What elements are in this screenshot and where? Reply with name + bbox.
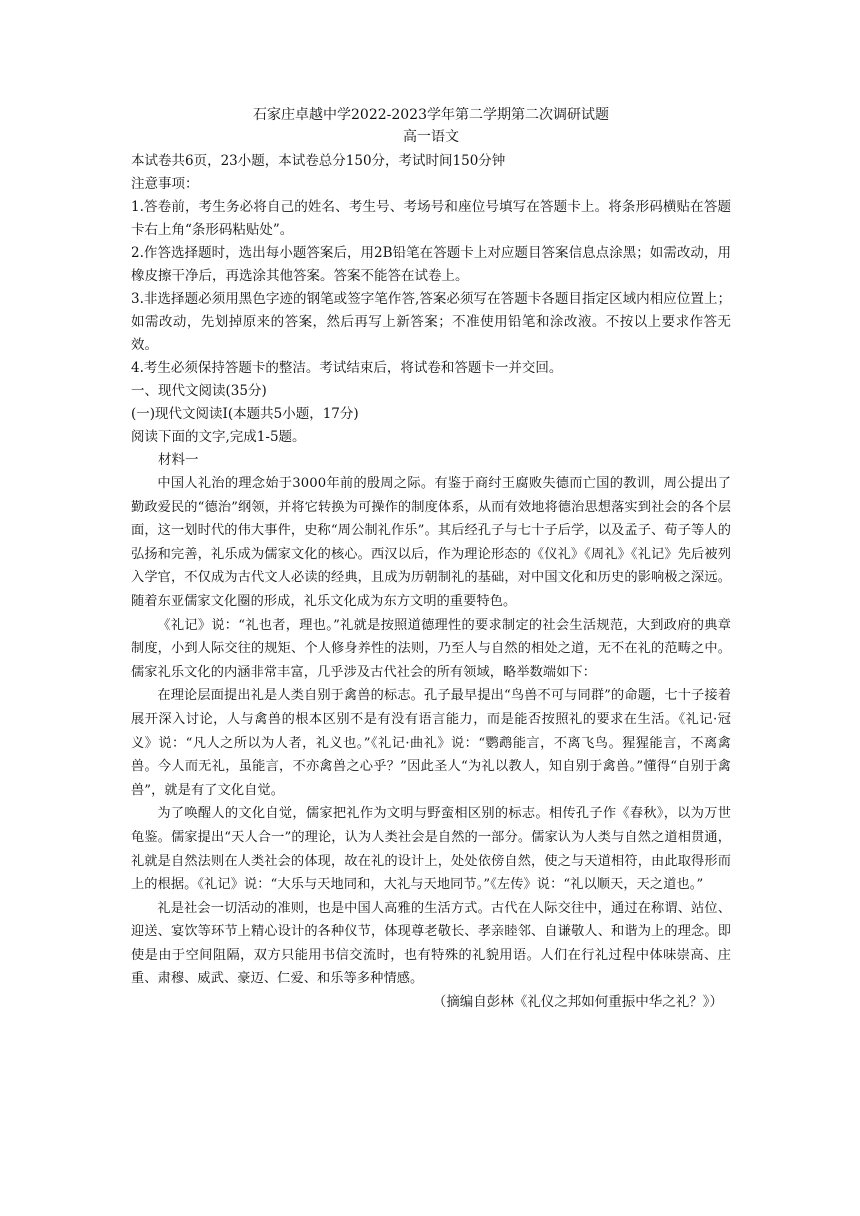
exam-subject: 高一语文 [403,129,459,145]
material-paragraph-5: 礼是社会一切活动的准则，也是中国人高雅的生活方式。古代在人际交往中，通过在称谓、站位、迎送、宴饮等环节上精心设计的各种仪节，体现尊老敬长、孝亲睦邻、自谦敬人、和谐为上的理念。即使是由于空间阻隔，双方只能用书信交流时，也有特殊的礼貌用语。人们在行礼过程中体味崇高、庄重、肃穆、威武、豪迈、仁爱、和乐等多种情感。 [131,900,731,987]
material-paragraph-4: 为了唤醒人的文化自觉，儒家把礼作为文明与野蛮相区别的标志。相传孔子作《春秋》，以为万世龟鉴。儒家提出“天人合一”的理论，认为人类社会是自然的一部分。儒家认为人类与自然之道相贯通，礼就是自然法则在人类社会的体现，故在礼的设计上，处处依傍自然，使之与天道相符，由此取得形而上的根据。《礼记》说：“大乐与天地同和，大礼与天地同节。”《左传》说：“礼以顺天，天之道也。” [131,806,731,893]
exam-page [131,104,731,1014]
material-paragraph-1: 中国人礼治的理念始于3000年前的殷周之际。有鉴于商纣王腐败失德而亡国的教训，周公提出了勤政爱民的“德治”纲领，并将它转换为可操作的制度体系，从而有效地将德治思想落实到社会的各个层面，这一划时代的伟大事件，史称“周公制礼作乐”。其后经孔子与七十子后学，以及孟子、荀子等人的弘扬和完善，礼乐成为儒家文化的核心。西汉以后，作为理论形态的《仪礼》《周礼》《礼记》先后被列入学官，不仅成为古代文人必读的经典，且成为历朝制礼的基础，对中国文化和历史的影响极之深远。随着东亚儒家文化圈的形成，礼乐文化成为东方文明的重要特色。 [131,476,731,609]
notice-item-3: 3.非选择题必须用黑色字迹的钢笔或签字笔作答,答案必须写在答题卡各题目指定区域内相应位置上；如需改动，先划掉原来的答案，然后再写上新答案；不准使用铅笔和涂改液。不按以上要求作答无效。 [131,291,731,353]
notice-item-4: 4.考生必须保持答题卡的整洁。考试结束后，将试卷和答题卡一并交回。 [131,360,563,376]
source-citation: （摘编自彭林《礼仪之邦如何重振中华之礼？》） [432,994,723,1011]
exam-title: 石家庄卓越中学2022-2023学年第二学期第二次调研试题 [253,107,609,123]
material-paragraph-2: 《礼记》说：“礼也者，理也。”礼就是按照道德理性的要求制定的社会生活规范，大到政府的典章制度，小到人际交往的规矩、个人修身养性的法则，乃至人与自然的相处之道，无不在礼的范畴之中。儒家礼乐文化的内涵非常丰富，几乎涉及古代社会的所有领域，略举数端如下： [131,617,731,680]
material-label: 材料一 [158,452,199,468]
reading-instruction: 阅读下面的文字,完成1-5题。 [131,429,306,445]
section-heading: 一、现代文阅读(35分) [131,383,267,399]
notice-item-1: 1.答卷前，考生务必将自己的姓名、考生号、考场号和座位号填写在答题卡上。将条形码横贴在答题卡右上角“条形码粘贴处”。 [131,199,731,238]
material-paragraph-3: 在理论层面提出礼是人类自别于禽兽的标志。孔子最早提出“鸟兽不可与同群”的命题，七十子接着展开深入讨论，人与禽兽的根本区别不是有没有语言能力，而是能否按照礼的要求在生活。《礼记·冠义》说：“凡人之所以为人者，礼义也。”《礼记·曲礼》说：“鹦鹉能言，不离飞鸟。猩猩能言，不离禽兽。今人而无礼，虽能言，不亦禽兽之心乎？”因此圣人“为礼以教人，知自别于禽兽。”懂得“自别于禽兽”，就是有了文化自觉。 [131,688,731,798]
notice-heading: 注意事项： [131,176,199,192]
exam-info: 本试卷共6页，23小题，本试卷总分150分，考试时间150分钟 [131,153,506,169]
section-subheading: (一)现代文阅读Ⅰ(本题共5小题，17分) [131,406,359,422]
notice-item-2: 2.作答选择题时，选出每小题答案后，用2B铅笔在答题卡上对应题目答案信息点涂黑；如需改动，用橡皮擦干净后，再选涂其他答案。答案不能答在试卷上。 [131,245,731,284]
